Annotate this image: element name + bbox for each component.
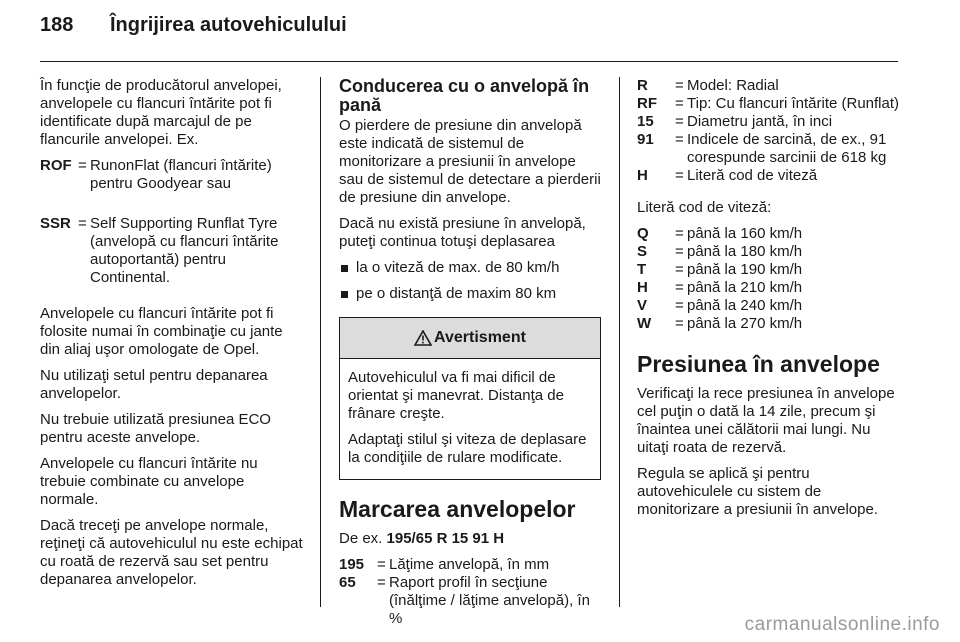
speed-row — [637, 279, 902, 297]
definition-row — [637, 113, 902, 131]
definition-equals: = — [675, 95, 684, 112]
speed-key: V — [637, 297, 648, 314]
paragraph: Nu utilizaţi setul pentru depanarea anvelopelor. — [40, 367, 268, 402]
speed-value: până la 190 km/h — [687, 261, 803, 278]
definition-equals: = — [377, 574, 386, 591]
speed-code-label: Literă cod de viteză: — [637, 199, 772, 216]
paragraph: Anvelopele cu flancuri întărite nu trebuie combinate cu anvelope normale. — [40, 455, 258, 508]
speed-row — [637, 297, 902, 315]
speed-key: H — [637, 279, 648, 296]
definition-value: Raport profil în secţiune (înălţime / lăţime anvelopă), în % — [389, 574, 590, 627]
definition-value: Indicele de sarcină, de ex., 91 corespunde sarcinii de 618 kg — [687, 131, 887, 166]
definition-key: 91 — [637, 131, 654, 148]
speed-equals: = — [675, 225, 684, 242]
speed-value: până la 240 km/h — [687, 297, 803, 314]
bullet-text: pe o distanţă de maxim 80 km — [356, 285, 557, 302]
definition-key: ROF — [40, 157, 72, 174]
intro-paragraph: În funcţie de producătorul anvelopei, anvelopele cu flancuri întărite pot fi identificate după marcajul de pe flancurile anvelopei. Ex. — [40, 77, 282, 148]
example-code: 195/65 R 15 91 H — [386, 530, 505, 547]
speed-equals: = — [675, 315, 684, 332]
page-title: Îngrijirea autovehiculului — [110, 14, 347, 36]
paragraph: Nu trebuie utilizată presiunea ECO pentru aceste anvelope. — [40, 411, 271, 446]
definition-key: SSR — [40, 215, 71, 232]
definition-row — [637, 167, 902, 185]
speed-key: Q — [637, 225, 649, 242]
paragraph: Regula se aplică şi pentru autovehiculele cu sistem de monitorizare a presiunii în anvelope. — [637, 465, 878, 518]
page-header — [40, 14, 347, 50]
speed-value: până la 210 km/h — [687, 279, 803, 296]
definition-equals: = — [675, 131, 684, 148]
warning-text: Adaptaţi stilul şi viteza de deplasare la condiţiile de rulare modificate. — [348, 431, 587, 466]
speed-equals: = — [675, 243, 684, 260]
definition-value: Self Supporting Runflat Tyre (anvelopă cu flancuri întărite autoportantă) pentru Continental. — [90, 215, 279, 286]
bullet-item — [339, 259, 603, 277]
definition-value: Tip: Cu flancuri întărite (Runflat) — [687, 95, 900, 112]
definition-row — [637, 95, 902, 113]
warning-title: Avertisment — [434, 329, 526, 346]
column-1 — [40, 77, 306, 597]
column-divider-1 — [320, 77, 321, 607]
definition-equals: = — [78, 215, 87, 232]
paragraph: Dacă nu există presiune în anvelopă, puteţi continua totuşi deplasarea — [339, 215, 586, 250]
definition-row — [40, 157, 306, 193]
bullet-item — [339, 285, 603, 303]
speed-row — [637, 243, 902, 261]
speed-row — [637, 261, 902, 279]
definition-key: R — [637, 77, 648, 94]
column-divider-2 — [619, 77, 620, 607]
speed-equals: = — [675, 279, 684, 296]
paragraph: Anvelopele cu flancuri întărite pot fi folosite numai în combinaţie cu jante din aliaj uşor omologate de Opel. — [40, 305, 283, 358]
warning-text: Autovehiculul va fi mai dificil de orientat şi manevrat. Distanţa de frânare creşte. — [348, 369, 564, 422]
definition-equals: = — [78, 157, 87, 174]
definition-row — [40, 215, 306, 287]
warning-box — [339, 317, 601, 480]
bullet-square-icon — [341, 291, 348, 298]
page-number: 188 — [40, 14, 74, 36]
definition-equals: = — [675, 113, 684, 130]
warning-header — [340, 318, 600, 359]
definition-key: 65 — [339, 574, 356, 591]
bullet-text: la o viteză de max. de 80 km/h — [356, 259, 560, 276]
definition-equals: = — [675, 77, 684, 94]
warning-triangle-icon — [414, 330, 432, 346]
definition-equals: = — [377, 556, 386, 573]
header-rule — [40, 61, 898, 62]
paragraph: Dacă treceţi pe anvelope normale, reţineţi că autovehiculul nu este echipat cu roată de rezervă sau set pentru depanarea anvelopelor. — [40, 517, 303, 588]
speed-value: până la 270 km/h — [687, 315, 803, 332]
speed-equals: = — [675, 261, 684, 278]
speed-row — [637, 315, 902, 333]
definition-equals: = — [675, 167, 684, 184]
column-2 — [339, 77, 603, 636]
section-heading: Presiunea în anvelope — [637, 351, 880, 377]
definition-row — [637, 77, 902, 95]
definition-key: 15 — [637, 113, 654, 130]
definition-value: Model: Radial — [687, 77, 779, 94]
definition-row — [339, 556, 603, 574]
watermark: carmanualsonline.info — [744, 614, 940, 635]
speed-key: T — [637, 261, 647, 278]
speed-equals: = — [675, 297, 684, 314]
speed-value: până la 160 km/h — [687, 225, 803, 242]
definition-key: 195 — [339, 556, 365, 573]
speed-row — [637, 225, 902, 243]
speed-value: până la 180 km/h — [687, 243, 803, 260]
definition-value: Diametru jantă, în inci — [687, 113, 833, 130]
section-heading: Conducerea cu o anvelopă în pană — [339, 76, 590, 115]
paragraph: O pierdere de presiune din anvelopă este indicată de sistemul de monitorizare a presiunii în anvelope sau de sistemul de detectare a pierderii de presiune din anvelope. — [339, 117, 601, 206]
definition-row — [339, 574, 603, 628]
speed-key: W — [637, 315, 652, 332]
definition-row — [637, 131, 902, 167]
example-prefix: De ex. — [339, 530, 383, 547]
definition-value: RunonFlat (flancuri întărite) pentru Goodyear sau — [90, 157, 272, 192]
definition-key: H — [637, 167, 648, 184]
bullet-square-icon — [341, 265, 348, 272]
speed-key: S — [637, 243, 648, 260]
section-heading: Marcarea anvelopelor — [339, 496, 576, 522]
column-3 — [637, 77, 902, 527]
definition-key: RF — [637, 95, 657, 112]
definition-value: Lăţime anvelopă, în mm — [389, 556, 550, 573]
paragraph: Verificaţi la rece presiunea în anvelope cel puţin o dată la 14 zile, precum şi înaintea unei călătorii mai lungi. Nu uitaţi roata de rezervă. — [637, 385, 895, 456]
definition-value: Literă cod de viteză — [687, 167, 818, 184]
